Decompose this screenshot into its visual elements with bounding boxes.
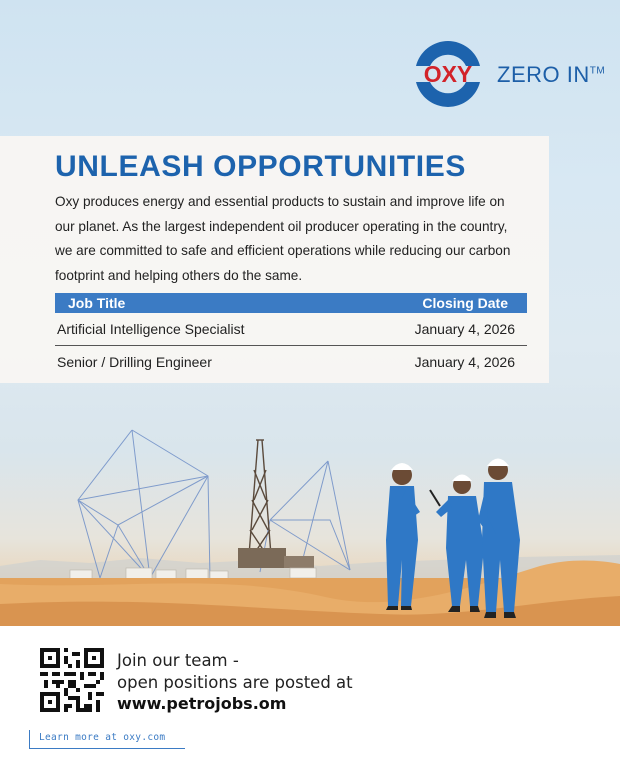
intro-paragraph: Oxy produces energy and essential products to sustain and improve life on our planet. As the largest independent oil producer operating in the country, we are committed to safe and efficient operations while reducing our carbon footprint and helping others do the same. xyxy=(55,194,511,283)
trademark-mark: TM xyxy=(589,65,606,77)
logo-wordmark: OXY xyxy=(423,61,473,87)
table-row[interactable] xyxy=(55,313,527,345)
join-line-1: Join our team - xyxy=(117,651,239,670)
tagline-text: ZERO IN xyxy=(497,62,590,87)
header-job-title: Job Title xyxy=(68,295,126,311)
closing-date-cell: January 4, 2026 xyxy=(414,321,515,337)
table-row[interactable] xyxy=(55,345,527,378)
qr-code-icon[interactable] xyxy=(40,648,104,712)
header-closing-date: Closing Date xyxy=(422,295,508,311)
job-title-cell: Senior / Drilling Engineer xyxy=(57,354,212,370)
drilling-rig xyxy=(238,440,314,568)
jobs-table-header xyxy=(55,293,527,313)
wireframe-graphic xyxy=(78,430,350,578)
join-message xyxy=(117,650,353,694)
learn-more-link[interactable] xyxy=(29,730,185,749)
jobs-table xyxy=(55,293,527,378)
job-title-cell: Artificial Intelligence Specialist xyxy=(57,321,245,337)
closing-date-cell: January 4, 2026 xyxy=(414,354,515,370)
page-title: UNLEASH OPPORTUNITIES xyxy=(55,150,466,183)
petrojobs-link[interactable]: www.petrojobs.om xyxy=(117,694,287,713)
join-line-2: open positions are posted at xyxy=(117,673,353,692)
logo-tagline xyxy=(497,62,605,88)
learn-more-text: Learn more at oxy.com xyxy=(39,732,166,743)
